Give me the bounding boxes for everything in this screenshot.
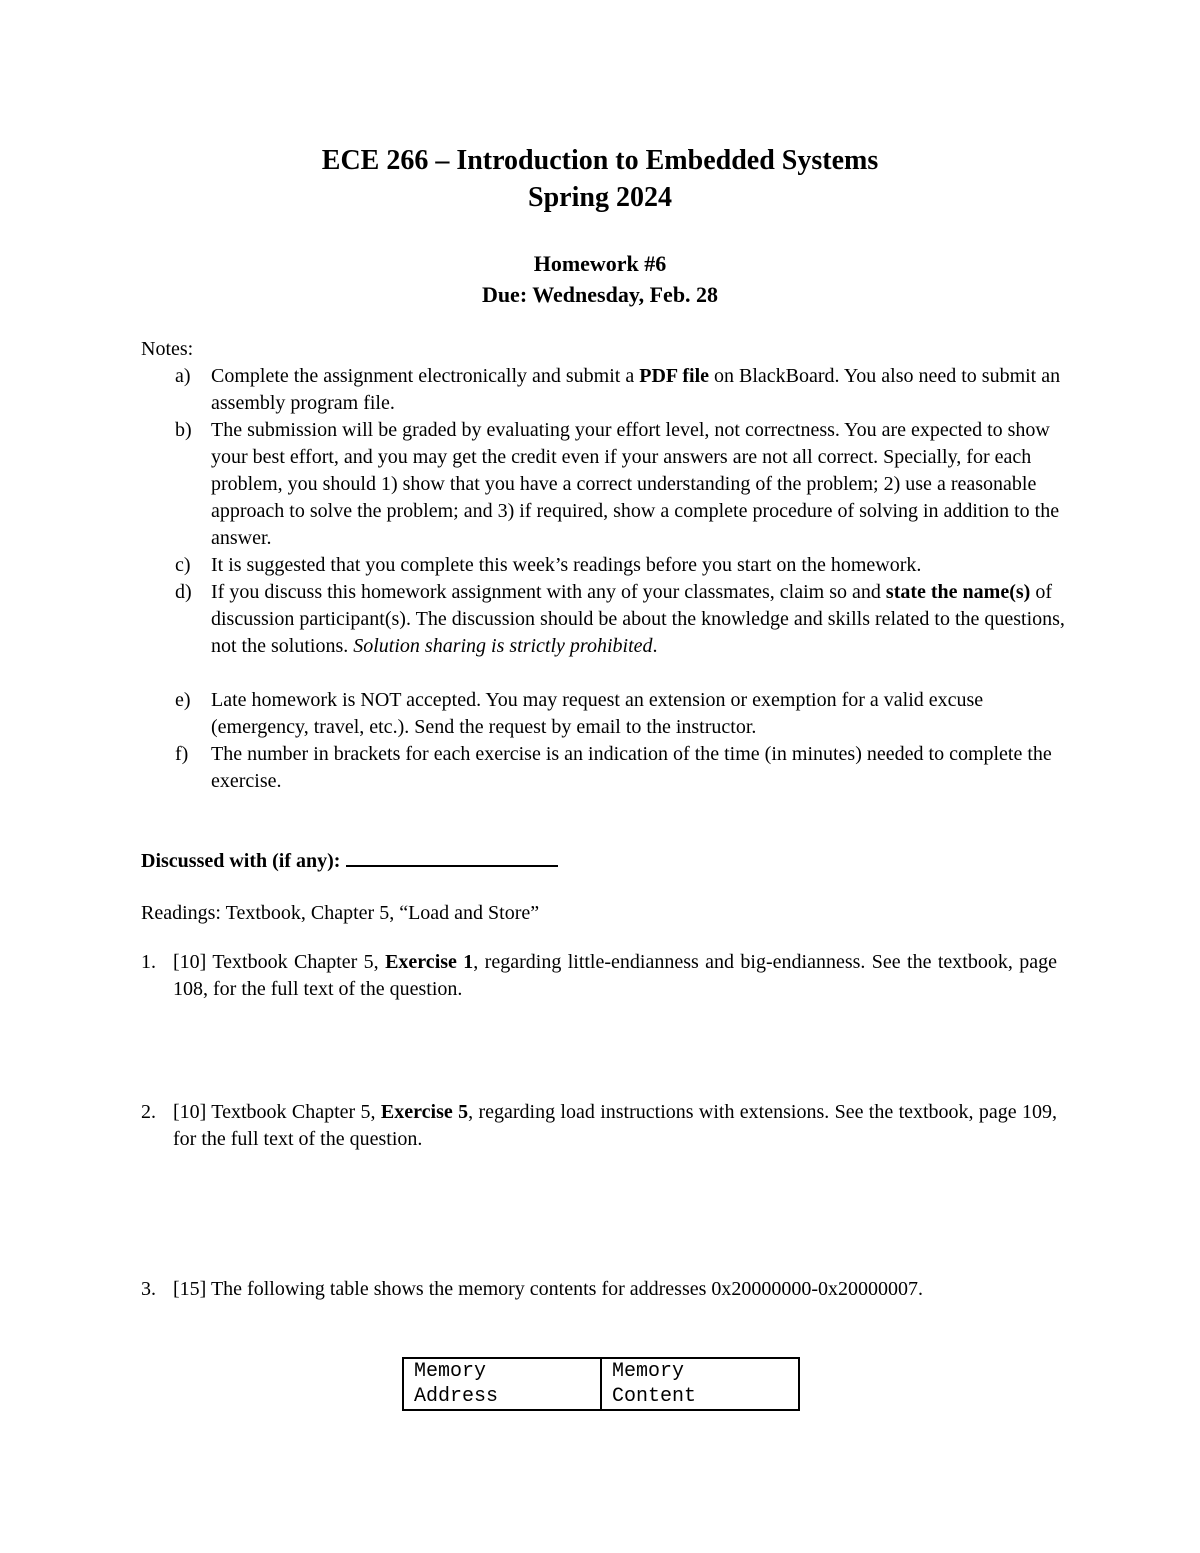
note-item-f [141,741,1066,795]
note-letter: d) [175,581,192,603]
note-text: It is suggested that you complete this week’s readings before you start on the homework. [211,554,922,576]
problem-number: 1. [141,951,156,973]
problem-2 [141,1099,1057,1153]
problem-1 [141,949,1057,1003]
memory-table [402,1357,800,1411]
discussed-with-row [141,845,558,875]
memory-content-header: Memory Content [601,1358,799,1410]
note-text: The number in brackets for each exercise is an indication of the time (in minutes) needed to complete the exercise. [211,743,1052,792]
note-text: Late homework is NOT accepted. You may request an extension or exemption for a valid excuse (emergency, travel, etc.). Send the request by email to the instructor. [211,689,984,738]
problem-number: 3. [141,1278,156,1300]
note-item-b [141,417,1066,552]
homework-title: Homework #6 [533,251,667,276]
problem-text: [10] Textbook Chapter 5, Exercise 1, regarding little-endianness and big-endianness. See the textbook, page 108, for the full text of the question. [173,951,1058,1000]
term-title: Spring 2024 [528,182,672,213]
due-date: Due: Wednesday, Feb. 28 [481,282,719,307]
memory-address-header: Memory Address [403,1358,601,1410]
note-item-c [141,552,1066,579]
note-text: Complete the assignment electronically and submit a PDF file on BlackBoard. You also need to submit an assembly program file. [211,365,1061,414]
note-letter: c) [175,554,191,576]
discussed-with-blank[interactable] [346,845,558,867]
note-text: If you discuss this homework assignment with any of your classmates, claim so and state the name(s) of discussion participant(s). The discussion should be about the knowledge and skills related to the questions, not the solutions. Solution sharing is strictly prohibited. [211,581,1065,657]
note-letter: a) [175,365,191,387]
course-title: ECE 266 – Introduction to Embedded Systems [321,145,879,176]
note-letter: b) [175,419,192,441]
problem-text: [15] The following table shows the memory contents for addresses 0x20000000-0x20000007. [173,1278,924,1300]
note-letter: e) [175,689,191,711]
note-item-e [141,687,1066,741]
problem-number: 2. [141,1101,156,1123]
note-letter: f) [175,743,189,765]
note-item-d [141,579,1066,660]
table-header-row [403,1358,799,1410]
notes-label: Notes: [141,338,194,360]
note-item-a [141,363,1066,417]
readings-line: Readings: Textbook, Chapter 5, “Load and Store” [141,902,540,924]
discussed-with-label: Discussed with (if any): [141,850,341,872]
problem-text: [10] Textbook Chapter 5, Exercise 5, regarding load instructions with extensions. See the textbook, page 109, for the full text of the question. [173,1101,1058,1150]
note-text: The submission will be graded by evaluating your effort level, not correctness. You are expected to show your best effort, and you may get the credit even if your answers are not all correct. Specially, for each problem, you should 1) show that you have a correct understanding of the problem; 2) use a reasonable approach to solve the problem; and 3) if required, show a complete procedure of solving in addition to the answer. [211,419,1060,549]
problem-3 [141,1276,1057,1303]
